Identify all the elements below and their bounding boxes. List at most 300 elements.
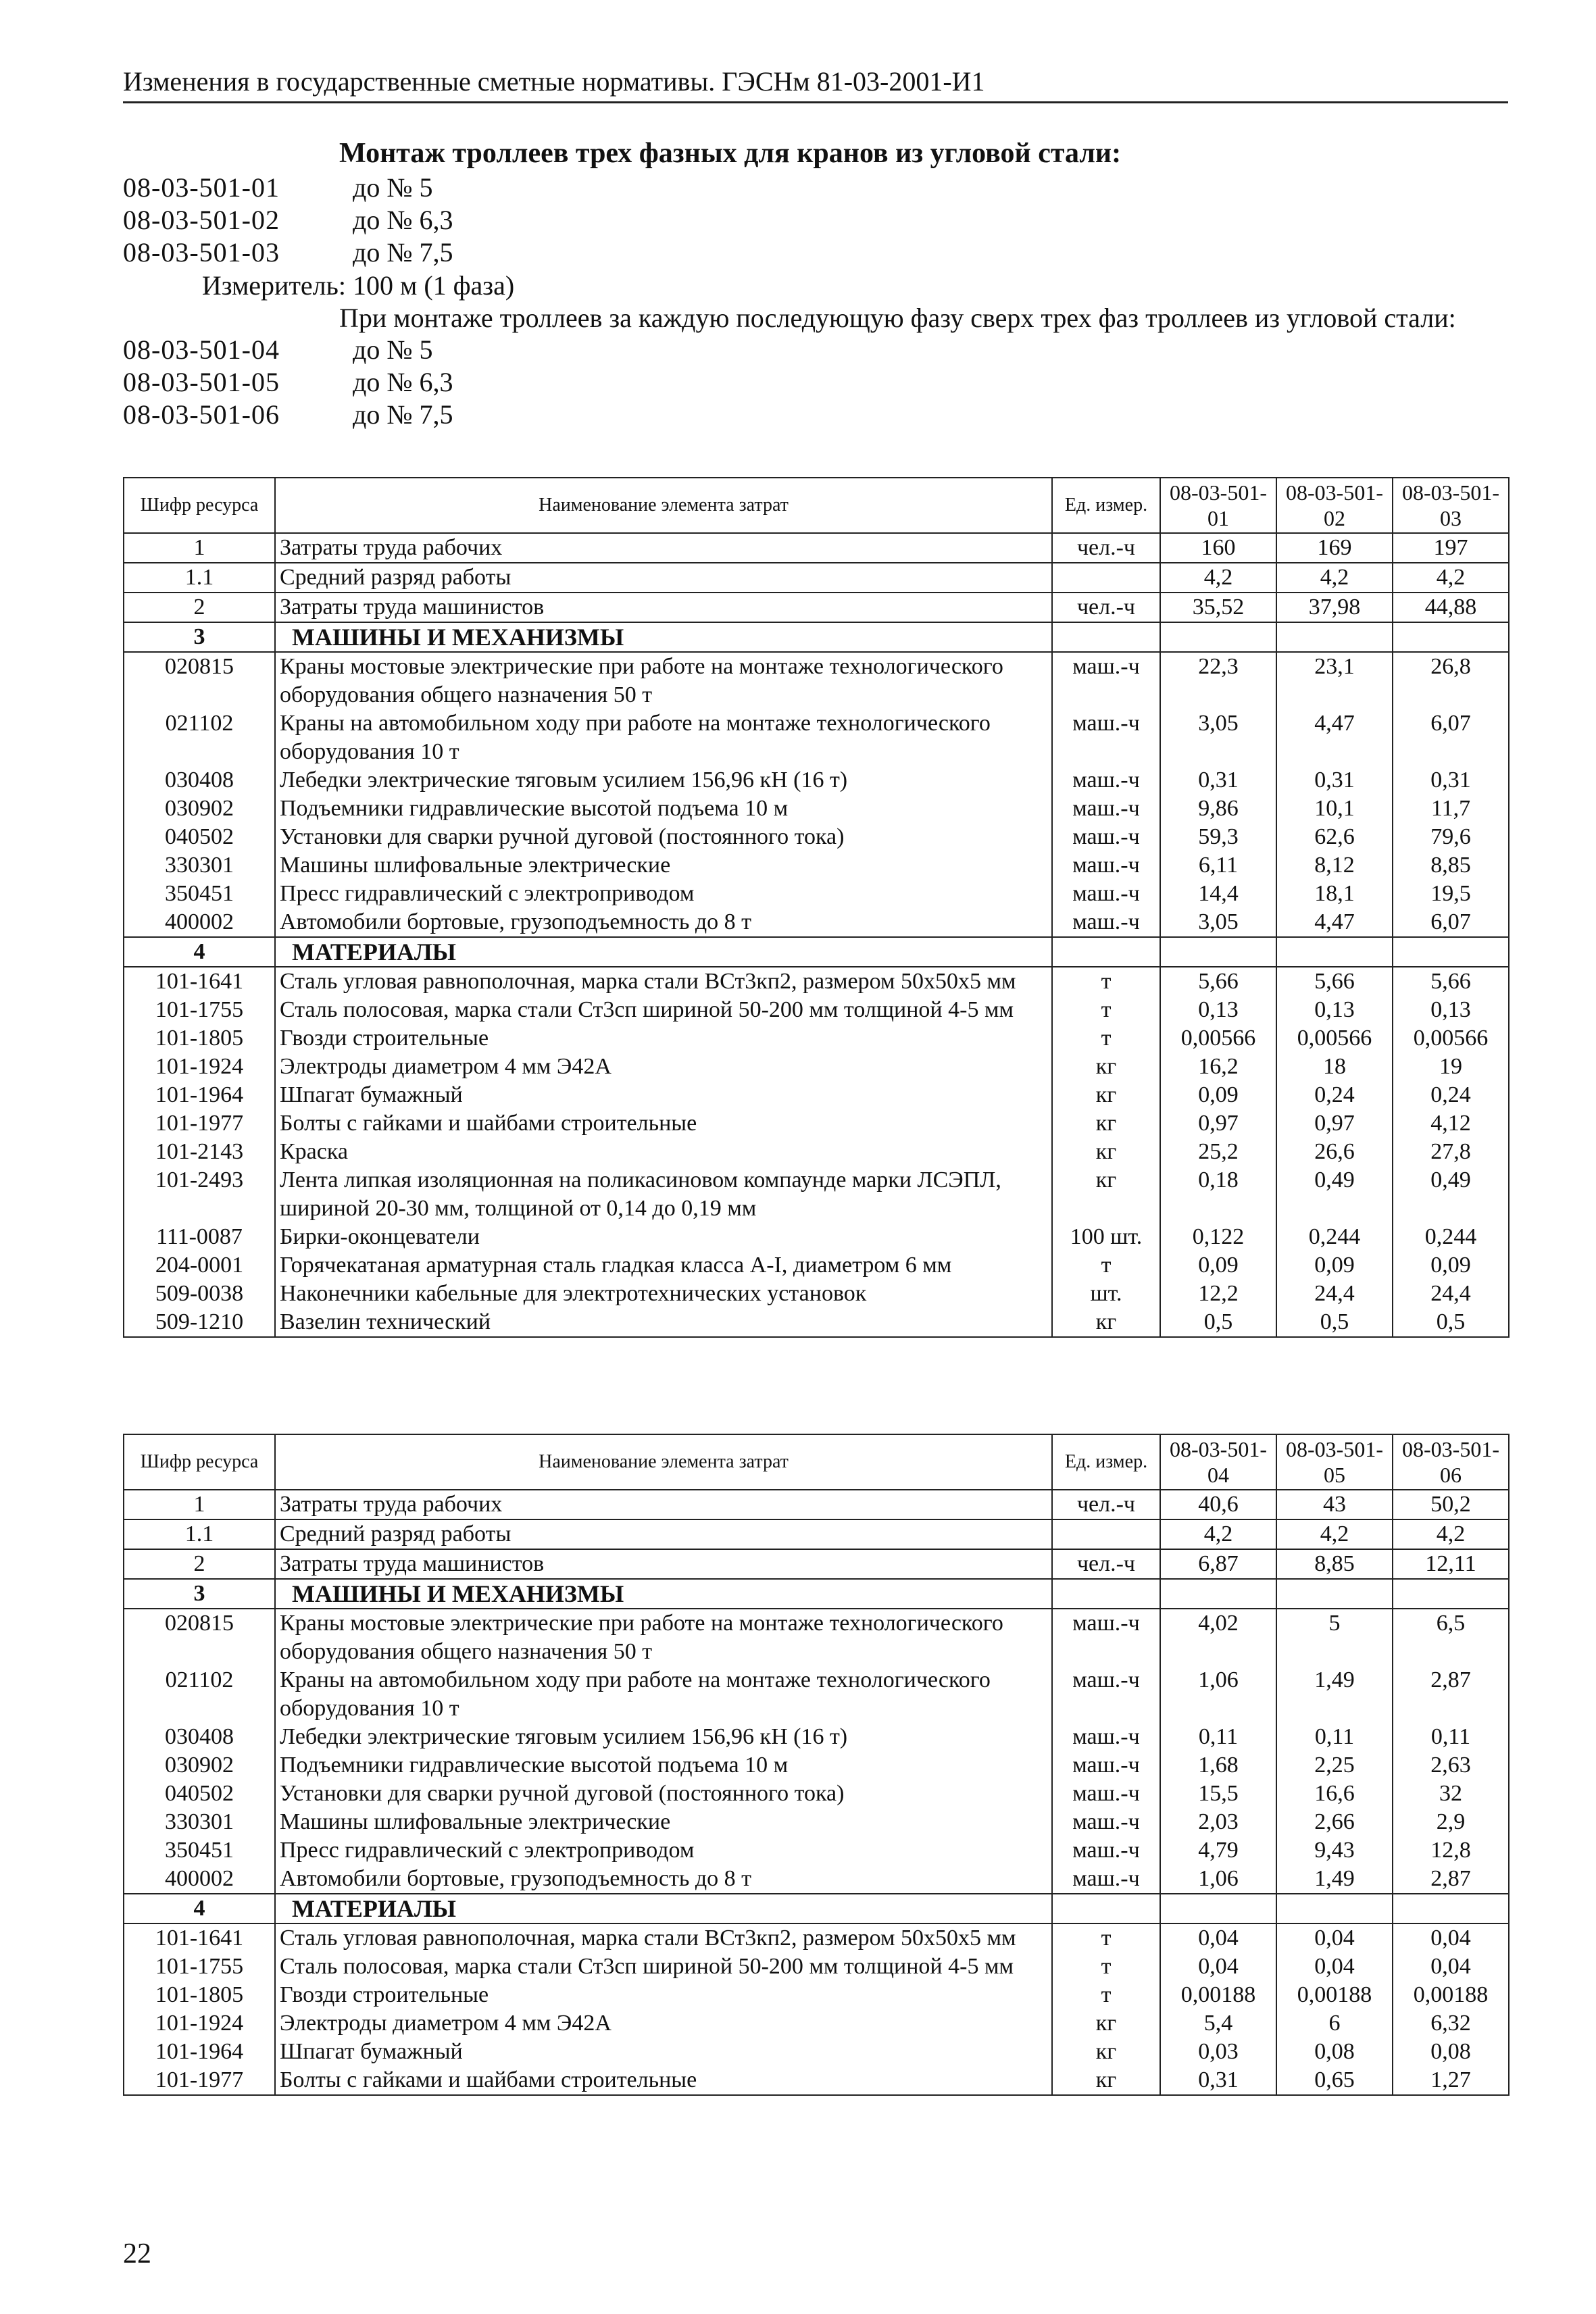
header-norm-6: 08-03-501-06 <box>1393 1434 1509 1490</box>
resource-code: 020815 <box>124 1609 275 1666</box>
resource-code: 021102 <box>124 1666 275 1723</box>
norm-value-1 <box>1160 1579 1276 1609</box>
resource-name: Краны на автомобильном ходу при работе на монтаже технологического оборудования 10 т <box>275 709 1052 766</box>
resource-unit: кг <box>1052 1053 1160 1081</box>
resource-code: 2 <box>124 1549 275 1579</box>
norm-value-1: 0,122 <box>1160 1223 1276 1251</box>
resource-code: 1 <box>124 533 275 563</box>
norm-value-1: 22,3 <box>1160 652 1276 709</box>
resource-code: 101-1755 <box>124 1953 275 1981</box>
header-name: Наименование элемента затрат <box>275 478 1052 533</box>
resource-name: Наконечники кабельные для электротехнических установок <box>275 1280 1052 1308</box>
norm-value-2: 6 <box>1276 2009 1393 2038</box>
resource-name: Лебедки электрические тяговым усилием 156,96 кН (16 т) <box>275 1723 1052 1751</box>
table-row <box>124 593 1509 622</box>
resource-name: Лебедки электрические тяговым усилием 156,96 кН (16 т) <box>275 766 1052 795</box>
table-row <box>124 1609 1509 1666</box>
table-row <box>124 1780 1509 1808</box>
norm-value-2: 0,24 <box>1276 1081 1393 1109</box>
resource-unit: кг <box>1052 2066 1160 2095</box>
resource-name: Машины шлифовальные электрические <box>275 1808 1052 1836</box>
resource-unit <box>1052 937 1160 967</box>
resource-unit: маш.-ч <box>1052 1609 1160 1666</box>
resource-code: 101-1641 <box>124 967 275 996</box>
norm-value-3: 6,32 <box>1393 2009 1509 2038</box>
resource-unit: маш.-ч <box>1052 766 1160 795</box>
resource-code: 4 <box>124 1894 275 1923</box>
norm-value-2: 18 <box>1276 1053 1393 1081</box>
norm-value-2: 0,09 <box>1276 1251 1393 1280</box>
norm-value-2: 0,49 <box>1276 1166 1393 1223</box>
norm-size: до № 7,5 <box>353 237 453 268</box>
norm-value-1: 15,5 <box>1160 1780 1276 1808</box>
page-number: 22 <box>123 2238 151 2269</box>
norm-value-2: 23,1 <box>1276 652 1393 709</box>
norm-value-1: 0,04 <box>1160 1953 1276 1981</box>
norm-value-3: 0,00566 <box>1393 1024 1509 1053</box>
norm-value-3: 24,4 <box>1393 1280 1509 1308</box>
resource-name: Подъемники гидравлические высотой подъема 10 м <box>275 795 1052 823</box>
table-row <box>124 2009 1509 2038</box>
resource-unit: маш.-ч <box>1052 823 1160 851</box>
norm-value-1: 0,00188 <box>1160 1981 1276 2009</box>
norm-value-2: 24,4 <box>1276 1280 1393 1308</box>
resource-unit: маш.-ч <box>1052 908 1160 937</box>
resource-name: Краны мостовые электрические при работе на монтаже технологического оборудования общего назначения 50 т <box>275 652 1052 709</box>
resource-name: Подъемники гидравлические высотой подъема 10 м <box>275 1751 1052 1780</box>
table-row <box>124 1953 1509 1981</box>
table-row <box>124 1923 1509 1953</box>
norm-code-row <box>123 204 1508 236</box>
table-row <box>124 1251 1509 1280</box>
table-row <box>124 1081 1509 1109</box>
norm-value-1: 0,18 <box>1160 1166 1276 1223</box>
table-row <box>124 1519 1509 1549</box>
norm-value-1: 5,4 <box>1160 2009 1276 2038</box>
norm-value-2: 0,244 <box>1276 1223 1393 1251</box>
resource-unit: маш.-ч <box>1052 1751 1160 1780</box>
norm-value-1: 0,11 <box>1160 1723 1276 1751</box>
norm-value-1: 25,2 <box>1160 1138 1276 1166</box>
norm-value-3: 1,27 <box>1393 2066 1509 2095</box>
norm-value-3: 6,5 <box>1393 1609 1509 1666</box>
running-header: Изменения в государственные сметные нормативы. ГЭСНм 81-03-2001-И1 <box>123 66 985 97</box>
norm-value-1 <box>1160 1894 1276 1923</box>
norm-value-2: 4,47 <box>1276 709 1393 766</box>
table-row <box>124 1836 1509 1865</box>
norm-value-1: 0,5 <box>1160 1308 1276 1337</box>
norm-value-1: 16,2 <box>1160 1053 1276 1081</box>
table-row <box>124 709 1509 766</box>
norm-value-2: 5,66 <box>1276 967 1393 996</box>
resource-name: Электроды диаметром 4 мм Э42А <box>275 1053 1052 1081</box>
resource-unit: маш.-ч <box>1052 1666 1160 1723</box>
table-row <box>124 1223 1509 1251</box>
resource-code: 111-0087 <box>124 1223 275 1251</box>
resource-code: 509-0038 <box>124 1280 275 1308</box>
norm-value-1: 0,04 <box>1160 1923 1276 1953</box>
resource-unit: кг <box>1052 1166 1160 1223</box>
table-row <box>124 652 1509 709</box>
resource-name: Электроды диаметром 4 мм Э42А <box>275 2009 1052 2038</box>
table-header-row <box>124 478 1509 533</box>
table-row <box>124 795 1509 823</box>
norm-value-1: 0,03 <box>1160 2038 1276 2066</box>
norm-size: до № 6,3 <box>353 367 453 397</box>
resource-unit: т <box>1052 1981 1160 2009</box>
table-row <box>124 2038 1509 2066</box>
resource-unit: маш.-ч <box>1052 652 1160 709</box>
norm-value-1: 0,31 <box>1160 766 1276 795</box>
resource-code: 3 <box>124 622 275 652</box>
resource-unit: маш.-ч <box>1052 1808 1160 1836</box>
norm-value-3: 27,8 <box>1393 1138 1509 1166</box>
norm-code-row <box>123 366 1508 399</box>
norm-value-3: 50,2 <box>1393 1490 1509 1519</box>
table-row <box>124 622 1509 652</box>
norm-value-3: 2,87 <box>1393 1865 1509 1894</box>
resource-name: Установки для сварки ручной дуговой (постоянного тока) <box>275 1780 1052 1808</box>
resource-name: Сталь полосовая, марка стали Ст3сп шириной 50-200 мм толщиной 4-5 мм <box>275 1953 1052 1981</box>
resource-unit <box>1052 1519 1160 1549</box>
norm-value-2: 18,1 <box>1276 880 1393 908</box>
norm-value-2: 62,6 <box>1276 823 1393 851</box>
norm-value-1: 9,86 <box>1160 795 1276 823</box>
norm-value-1: 1,06 <box>1160 1865 1276 1894</box>
norm-value-2: 26,6 <box>1276 1138 1393 1166</box>
resource-code: 101-1924 <box>124 2009 275 2038</box>
resource-name: Установки для сварки ручной дуговой (постоянного тока) <box>275 823 1052 851</box>
norm-value-2: 0,97 <box>1276 1109 1393 1138</box>
resource-name: Гвозди строительные <box>275 1024 1052 1053</box>
table-row <box>124 1894 1509 1923</box>
header-norm-2: 08-03-501-02 <box>1276 478 1393 533</box>
norm-value-1: 4,79 <box>1160 1836 1276 1865</box>
norm-size: до № 5 <box>353 334 433 365</box>
norm-value-3: 5,66 <box>1393 967 1509 996</box>
norm-value-2: 4,2 <box>1276 563 1393 593</box>
resource-name: Сталь полосовая, марка стали Ст3сп шириной 50-200 мм толщиной 4-5 мм <box>275 996 1052 1024</box>
norm-value-3: 4,2 <box>1393 1519 1509 1549</box>
norm-value-2: 0,00566 <box>1276 1024 1393 1053</box>
resource-name: Затраты труда машинистов <box>275 1549 1052 1579</box>
table-row <box>124 1166 1509 1223</box>
meter-row <box>123 269 1508 303</box>
norm-value-3: 4,2 <box>1393 563 1509 593</box>
resource-code: 021102 <box>124 709 275 766</box>
resource-unit: чел.-ч <box>1052 1549 1160 1579</box>
table-row <box>124 1808 1509 1836</box>
resource-unit: т <box>1052 1923 1160 1953</box>
norm-value-2: 2,25 <box>1276 1751 1393 1780</box>
code-list-1 <box>123 172 1508 269</box>
norm-code: 08-03-501-01 <box>123 172 280 203</box>
resource-code: 101-1924 <box>124 1053 275 1081</box>
norm-value-3: 197 <box>1393 533 1509 563</box>
norm-value-3: 0,04 <box>1393 1923 1509 1953</box>
norm-value-3: 44,88 <box>1393 593 1509 622</box>
resource-code: 101-1964 <box>124 2038 275 2066</box>
resource-unit: маш.-ч <box>1052 1780 1160 1808</box>
norm-value-3: 12,8 <box>1393 1836 1509 1865</box>
resource-code: 101-1641 <box>124 1923 275 1953</box>
header-unit: Ед. измер. <box>1052 478 1160 533</box>
norm-value-3: 0,08 <box>1393 2038 1509 2066</box>
resource-code: 3 <box>124 1579 275 1609</box>
resource-code: 1.1 <box>124 1519 275 1549</box>
table-row <box>124 996 1509 1024</box>
resource-name: Горячекатаная арматурная сталь гладкая класса А-I, диаметром 6 мм <box>275 1251 1052 1280</box>
resource-code: 1 <box>124 1490 275 1519</box>
resource-code: 101-2493 <box>124 1166 275 1223</box>
resource-code: 030902 <box>124 795 275 823</box>
resource-name: Средний разряд работы <box>275 563 1052 593</box>
norm-title: Монтаж троллеев трех фазных для кранов из угловой стали: <box>339 138 1122 169</box>
resource-code: 020815 <box>124 652 275 709</box>
norm-value-1: 3,05 <box>1160 908 1276 937</box>
resource-code: 4 <box>124 937 275 967</box>
resource-name: Краны мостовые электрические при работе на монтаже технологического оборудования общего назначения 50 т <box>275 1609 1052 1666</box>
resource-name: Затраты труда машинистов <box>275 593 1052 622</box>
resource-name: МАТЕРИАЛЫ <box>275 937 1052 967</box>
resource-table-1 <box>123 477 1510 1338</box>
table-row <box>124 1865 1509 1894</box>
norm-size: до № 6,3 <box>353 205 453 235</box>
table-row <box>124 1053 1509 1081</box>
code-list-2 <box>123 334 1508 431</box>
meter-label: Измеритель: <box>201 270 346 301</box>
norm-value-2: 10,1 <box>1276 795 1393 823</box>
resource-code: 400002 <box>124 908 275 937</box>
norm-code: 08-03-501-03 <box>123 237 280 268</box>
norm-value-3: 0,31 <box>1393 766 1509 795</box>
norm-value-1: 0,13 <box>1160 996 1276 1024</box>
norm-value-3: 0,13 <box>1393 996 1509 1024</box>
table-row <box>124 851 1509 880</box>
norm-value-2: 0,00188 <box>1276 1981 1393 2009</box>
norm-value-3: 0,09 <box>1393 1251 1509 1280</box>
norm-value-3: 79,6 <box>1393 823 1509 851</box>
table-row <box>124 1666 1509 1723</box>
table-row <box>124 1109 1509 1138</box>
norm-value-3: 19 <box>1393 1053 1509 1081</box>
resource-code: 350451 <box>124 1836 275 1865</box>
norm-code: 08-03-501-04 <box>123 334 280 365</box>
resource-unit: т <box>1052 1024 1160 1053</box>
resource-unit: т <box>1052 967 1160 996</box>
extra-phase-note: При монтаже троллеев за каждую последующую фазу сверх трех фаз троллеев из угловой стали: <box>339 303 1456 333</box>
resource-code: 030902 <box>124 1751 275 1780</box>
resource-code: 1.1 <box>124 563 275 593</box>
norm-value-3: 0,24 <box>1393 1081 1509 1109</box>
norm-code-row <box>123 236 1508 269</box>
norm-value-1: 35,52 <box>1160 593 1276 622</box>
header-code: Шифр ресурса <box>124 1434 275 1490</box>
resource-unit: маш.-ч <box>1052 851 1160 880</box>
resource-unit: маш.-ч <box>1052 795 1160 823</box>
norm-value-2: 43 <box>1276 1490 1393 1519</box>
table-row <box>124 823 1509 851</box>
norm-value-1: 1,68 <box>1160 1751 1276 1780</box>
norm-value-3: 0,49 <box>1393 1166 1509 1223</box>
header-code: Шифр ресурса <box>124 478 275 533</box>
header-rule <box>123 101 1508 103</box>
resource-name: МАШИНЫ И МЕХАНИЗМЫ <box>275 622 1052 652</box>
resource-unit: шт. <box>1052 1280 1160 1308</box>
resource-name: Шпагат бумажный <box>275 1081 1052 1109</box>
norm-value-3: 2,9 <box>1393 1808 1509 1836</box>
norm-code-row <box>123 334 1508 366</box>
norm-value-1: 4,02 <box>1160 1609 1276 1666</box>
resource-unit <box>1052 563 1160 593</box>
resource-name: Краны на автомобильном ходу при работе на монтаже технологического оборудования 10 т <box>275 1666 1052 1723</box>
resource-code: 330301 <box>124 1808 275 1836</box>
header-name: Наименование элемента затрат <box>275 1434 1052 1490</box>
norm-value-1: 6,11 <box>1160 851 1276 880</box>
norm-value-2: 8,85 <box>1276 1549 1393 1579</box>
resource-unit: чел.-ч <box>1052 1490 1160 1519</box>
resource-unit: 100 шт. <box>1052 1223 1160 1251</box>
resource-name: Затраты труда рабочих <box>275 1490 1052 1519</box>
table-row <box>124 908 1509 937</box>
norm-value-3 <box>1393 622 1509 652</box>
table-row <box>124 967 1509 996</box>
norm-value-1: 4,2 <box>1160 1519 1276 1549</box>
resource-name: Затраты труда рабочих <box>275 533 1052 563</box>
resource-code: 101-1977 <box>124 2066 275 2095</box>
norm-value-3: 0,11 <box>1393 1723 1509 1751</box>
norm-value-2: 5 <box>1276 1609 1393 1666</box>
table-row <box>124 1490 1509 1519</box>
table-row <box>124 1723 1509 1751</box>
table-row <box>124 1549 1509 1579</box>
norm-value-2 <box>1276 1579 1393 1609</box>
resource-code: 204-0001 <box>124 1251 275 1280</box>
resource-unit <box>1052 622 1160 652</box>
resource-code: 509-1210 <box>124 1308 275 1337</box>
norm-value-1 <box>1160 937 1276 967</box>
norm-value-3: 0,04 <box>1393 1953 1509 1981</box>
norm-value-3: 2,87 <box>1393 1666 1509 1723</box>
resource-unit: т <box>1052 1251 1160 1280</box>
resource-name: Автомобили бортовые, грузоподъемность до 8 т <box>275 1865 1052 1894</box>
resource-name: МАТЕРИАЛЫ <box>275 1894 1052 1923</box>
norm-value-3 <box>1393 1894 1509 1923</box>
norm-value-2: 0,04 <box>1276 1923 1393 1953</box>
table-row <box>124 1308 1509 1337</box>
norm-value-1: 4,2 <box>1160 563 1276 593</box>
norm-value-1: 0,09 <box>1160 1081 1276 1109</box>
resource-code: 101-1977 <box>124 1109 275 1138</box>
resource-unit: маш.-ч <box>1052 1836 1160 1865</box>
norm-value-3: 12,11 <box>1393 1549 1509 1579</box>
norm-value-2: 0,31 <box>1276 766 1393 795</box>
norm-value-2: 9,43 <box>1276 1836 1393 1865</box>
table-row <box>124 766 1509 795</box>
norm-value-2: 4,47 <box>1276 908 1393 937</box>
norm-value-2: 0,04 <box>1276 1953 1393 1981</box>
resource-unit: т <box>1052 1953 1160 1981</box>
norm-value-3: 8,85 <box>1393 851 1509 880</box>
norm-value-3: 6,07 <box>1393 709 1509 766</box>
resource-unit: кг <box>1052 2038 1160 2066</box>
resource-unit: маш.-ч <box>1052 709 1160 766</box>
resource-unit: кг <box>1052 1308 1160 1337</box>
table-row <box>124 1981 1509 2009</box>
norm-value-1: 5,66 <box>1160 967 1276 996</box>
resource-unit: маш.-ч <box>1052 1723 1160 1751</box>
norm-value-1 <box>1160 622 1276 652</box>
resource-unit: кг <box>1052 2009 1160 2038</box>
norm-value-3: 0,244 <box>1393 1223 1509 1251</box>
norm-value-1: 0,09 <box>1160 1251 1276 1280</box>
norm-code: 08-03-501-05 <box>123 367 280 397</box>
norm-value-2: 0,11 <box>1276 1723 1393 1751</box>
norm-value-2 <box>1276 622 1393 652</box>
table-row <box>124 533 1509 563</box>
header-norm-1: 08-03-501-01 <box>1160 478 1276 533</box>
resource-code: 040502 <box>124 1780 275 1808</box>
norm-value-2: 37,98 <box>1276 593 1393 622</box>
resource-name: Болты с гайками и шайбами строительные <box>275 1109 1052 1138</box>
norm-code: 08-03-501-06 <box>123 399 280 430</box>
norm-value-1: 1,06 <box>1160 1666 1276 1723</box>
norm-value-2: 1,49 <box>1276 1666 1393 1723</box>
norm-value-3: 11,7 <box>1393 795 1509 823</box>
norm-value-3: 26,8 <box>1393 652 1509 709</box>
norm-value-2: 0,65 <box>1276 2066 1393 2095</box>
norm-value-3 <box>1393 1579 1509 1609</box>
table-row <box>124 563 1509 593</box>
norm-value-3: 19,5 <box>1393 880 1509 908</box>
norm-value-2: 16,6 <box>1276 1780 1393 1808</box>
norm-value-3: 0,5 <box>1393 1308 1509 1337</box>
norm-value-2: 0,13 <box>1276 996 1393 1024</box>
norm-value-2: 1,49 <box>1276 1865 1393 1894</box>
resource-name: Машины шлифовальные электрические <box>275 851 1052 880</box>
resource-unit: маш.-ч <box>1052 1865 1160 1894</box>
resource-name: Бирки-оконцеватели <box>275 1223 1052 1251</box>
norm-value-2 <box>1276 1894 1393 1923</box>
norm-value-2: 0,5 <box>1276 1308 1393 1337</box>
norm-value-2: 8,12 <box>1276 851 1393 880</box>
resource-unit: т <box>1052 996 1160 1024</box>
table-row <box>124 1751 1509 1780</box>
resource-code: 030408 <box>124 1723 275 1751</box>
norm-value-3: 32 <box>1393 1780 1509 1808</box>
norm-value-1: 0,00566 <box>1160 1024 1276 1053</box>
resource-unit: чел.-ч <box>1052 533 1160 563</box>
norm-value-1: 14,4 <box>1160 880 1276 908</box>
norm-value-2 <box>1276 937 1393 967</box>
norm-value-3 <box>1393 937 1509 967</box>
resource-code: 040502 <box>124 823 275 851</box>
norm-value-3: 6,07 <box>1393 908 1509 937</box>
table-row <box>124 937 1509 967</box>
table-row <box>124 2066 1509 2095</box>
resource-unit: кг <box>1052 1109 1160 1138</box>
norm-value-1: 2,03 <box>1160 1808 1276 1836</box>
resource-name: Средний разряд работы <box>275 1519 1052 1549</box>
resource-code: 330301 <box>124 851 275 880</box>
table-row <box>124 1024 1509 1053</box>
resource-name: Гвозди строительные <box>275 1981 1052 2009</box>
resource-code: 400002 <box>124 1865 275 1894</box>
table-row <box>124 880 1509 908</box>
resource-name: Сталь угловая равнополочная, марка стали ВСт3кп2, размером 50х50х5 мм <box>275 967 1052 996</box>
table-row <box>124 1280 1509 1308</box>
resource-code: 101-1755 <box>124 996 275 1024</box>
